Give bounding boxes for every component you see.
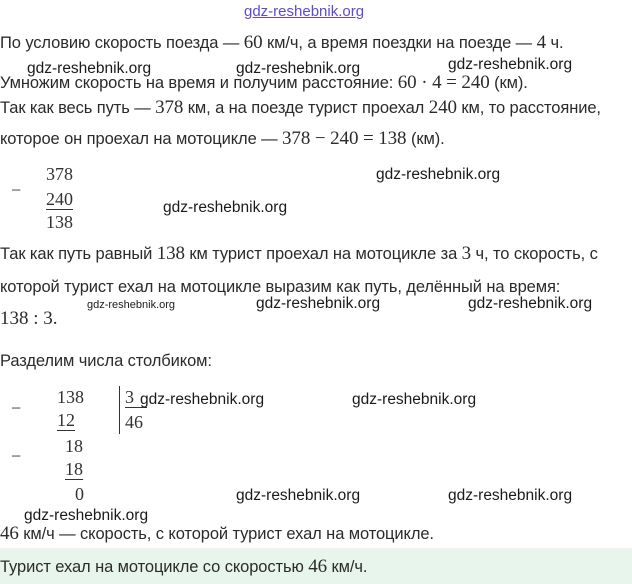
math-difference: 378 − 240 = 138 — [282, 128, 407, 149]
distance-line — [0, 72, 528, 94]
text: (км). — [489, 74, 528, 92]
dividend: 138 — [57, 387, 84, 407]
watermark: gdz-reshebnik.org — [256, 295, 381, 312]
math-time: 4 — [536, 32, 546, 53]
answer-banner — [0, 548, 632, 584]
text: км/ч, а время поездки на поезде — — [262, 34, 537, 52]
answer-text — [0, 556, 367, 578]
speed-formula-line: которой турист ехал на мотоцикле выразим как путь, делённый на время: — [0, 278, 561, 296]
text: Умножим скорость на время и получим расстояние: — [0, 74, 398, 92]
math-train: 240 — [428, 97, 457, 118]
watermark: gdz-reshebnik.org — [352, 391, 477, 408]
watermark: gdz-reshebnik.org — [376, 166, 501, 183]
remainder-final: 0 — [75, 484, 84, 504]
quotient: 46 — [125, 412, 143, 432]
minuend: 378 — [46, 164, 73, 184]
watermark-small: gdz-reshebnik.org — [87, 299, 176, 311]
minus-sign: − — [11, 446, 22, 466]
watermark: gdz-reshebnik.org — [163, 199, 288, 216]
text: км/ч — скорость, с которой турист ехал на мотоцикле. — [18, 525, 434, 543]
minus-sign: − — [11, 398, 22, 418]
result-line — [0, 523, 434, 545]
watermark-top[interactable]: gdz-reshebnik.org — [244, 3, 365, 20]
math-moto-time: 3 — [461, 243, 472, 264]
watermark: gdz-reshebnik.org — [448, 487, 573, 504]
text: Турист ехал на мотоцикле со скоростью — [0, 558, 309, 576]
watermark: gdz-reshebnik.org — [236, 60, 361, 77]
math-answer-speed: 46 — [308, 556, 328, 577]
watermark: gdz-reshebnik.org — [236, 487, 361, 504]
watermark: gdz-reshebnik.org — [448, 56, 573, 73]
division-bracket — [119, 386, 120, 434]
text: км турист проехал на мотоцикле за — [184, 245, 462, 263]
minus-sign: − — [11, 180, 22, 200]
condition-line — [0, 32, 563, 54]
remainder-1: 18 — [65, 436, 83, 456]
text: ч. — [545, 34, 564, 52]
text: км/ч. — [327, 558, 368, 576]
division-step-1: 12 — [57, 410, 75, 430]
text: Так как весь путь — — [0, 99, 156, 117]
subtrahend: 240 — [46, 189, 73, 209]
text: Так как путь равный — [0, 245, 157, 263]
watermark: gdz-reshebnik.org — [140, 391, 265, 408]
watermark: gdz-reshebnik.org — [27, 60, 152, 77]
division-expression: 138 : 3. — [0, 308, 58, 329]
watermark: gdz-reshebnik.org — [24, 507, 149, 524]
text: (км). — [406, 130, 445, 148]
watermark: gdz-reshebnik.org — [468, 295, 593, 312]
difference-result: 138 — [46, 212, 73, 232]
math-product: 60 · 4 = 240 — [397, 72, 490, 93]
text: ч, то скорость, с — [471, 245, 598, 263]
divisor: 3 — [125, 387, 147, 408]
moto-distance-line — [0, 128, 445, 150]
long-division-intro: Разделим числа столбиком: — [0, 352, 212, 370]
math-speed: 60 — [243, 32, 263, 53]
math-total: 378 — [155, 97, 184, 118]
math-speed-result: 46 — [0, 523, 19, 544]
total-path-line — [0, 97, 601, 119]
text: которое он проехал на мотоцикле — — [0, 130, 283, 148]
text: км, а на поезде турист проехал — [183, 99, 429, 117]
text: км, то расстояние, — [456, 99, 601, 117]
division-step-2: 18 — [65, 459, 83, 479]
text: По условию скорость поезда — — [0, 34, 244, 52]
speed-reason-line — [0, 243, 598, 265]
math-moto-distance: 138 — [156, 243, 185, 264]
